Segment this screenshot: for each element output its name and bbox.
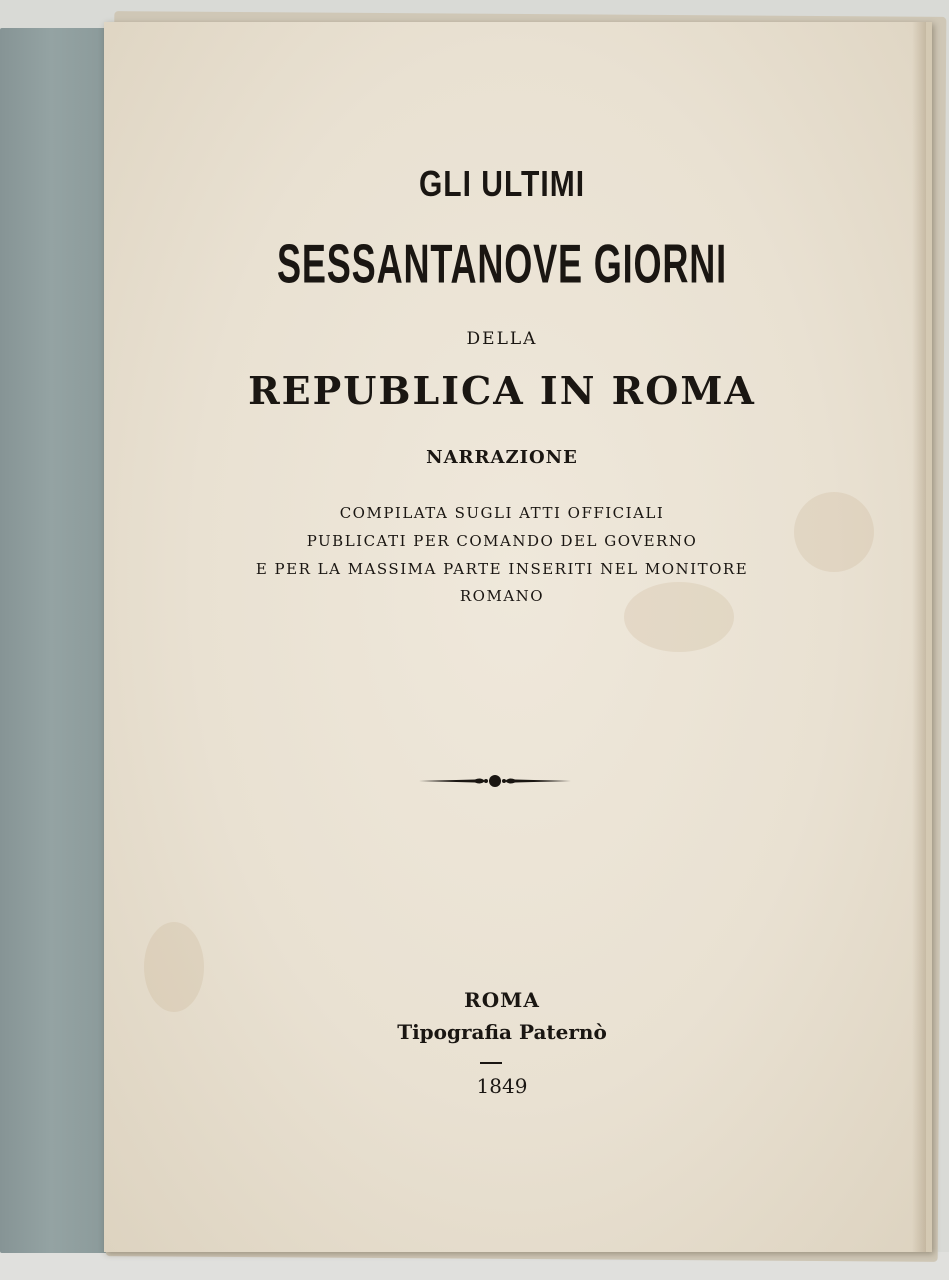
title-line-1: GLI ULTIMI [418, 164, 586, 205]
imprint-printer: Tipografia Paternò [397, 1020, 607, 1044]
title-line-4: REPUBLICA IN ROMA [248, 368, 756, 413]
subtitle-line-4: ROMANO [459, 587, 545, 605]
imprint-city: ROMA [464, 988, 540, 1012]
title-page [104, 22, 932, 1252]
imprint-year: 1849 [476, 1074, 528, 1098]
imprint-rule [480, 1062, 502, 1064]
page-edge-wear [912, 22, 926, 1252]
title-line-3: DELLA [466, 329, 538, 349]
ornament-divider-icon [419, 771, 571, 791]
subtitle-line-1: COMPILATA SUGLI ATTI OFFICIALI [339, 504, 665, 522]
subtitle-line-2: PUBLICATI PER COMANDO DEL GOVERNO [306, 532, 698, 550]
title-line-2: SESSANTANOVE GIORNI [277, 233, 727, 295]
title-line-5: NARRAZIONE [426, 447, 578, 468]
subtitle-line-3: E PER LA MASSIMA PARTE INSERITI NEL MONITORE [255, 560, 749, 578]
